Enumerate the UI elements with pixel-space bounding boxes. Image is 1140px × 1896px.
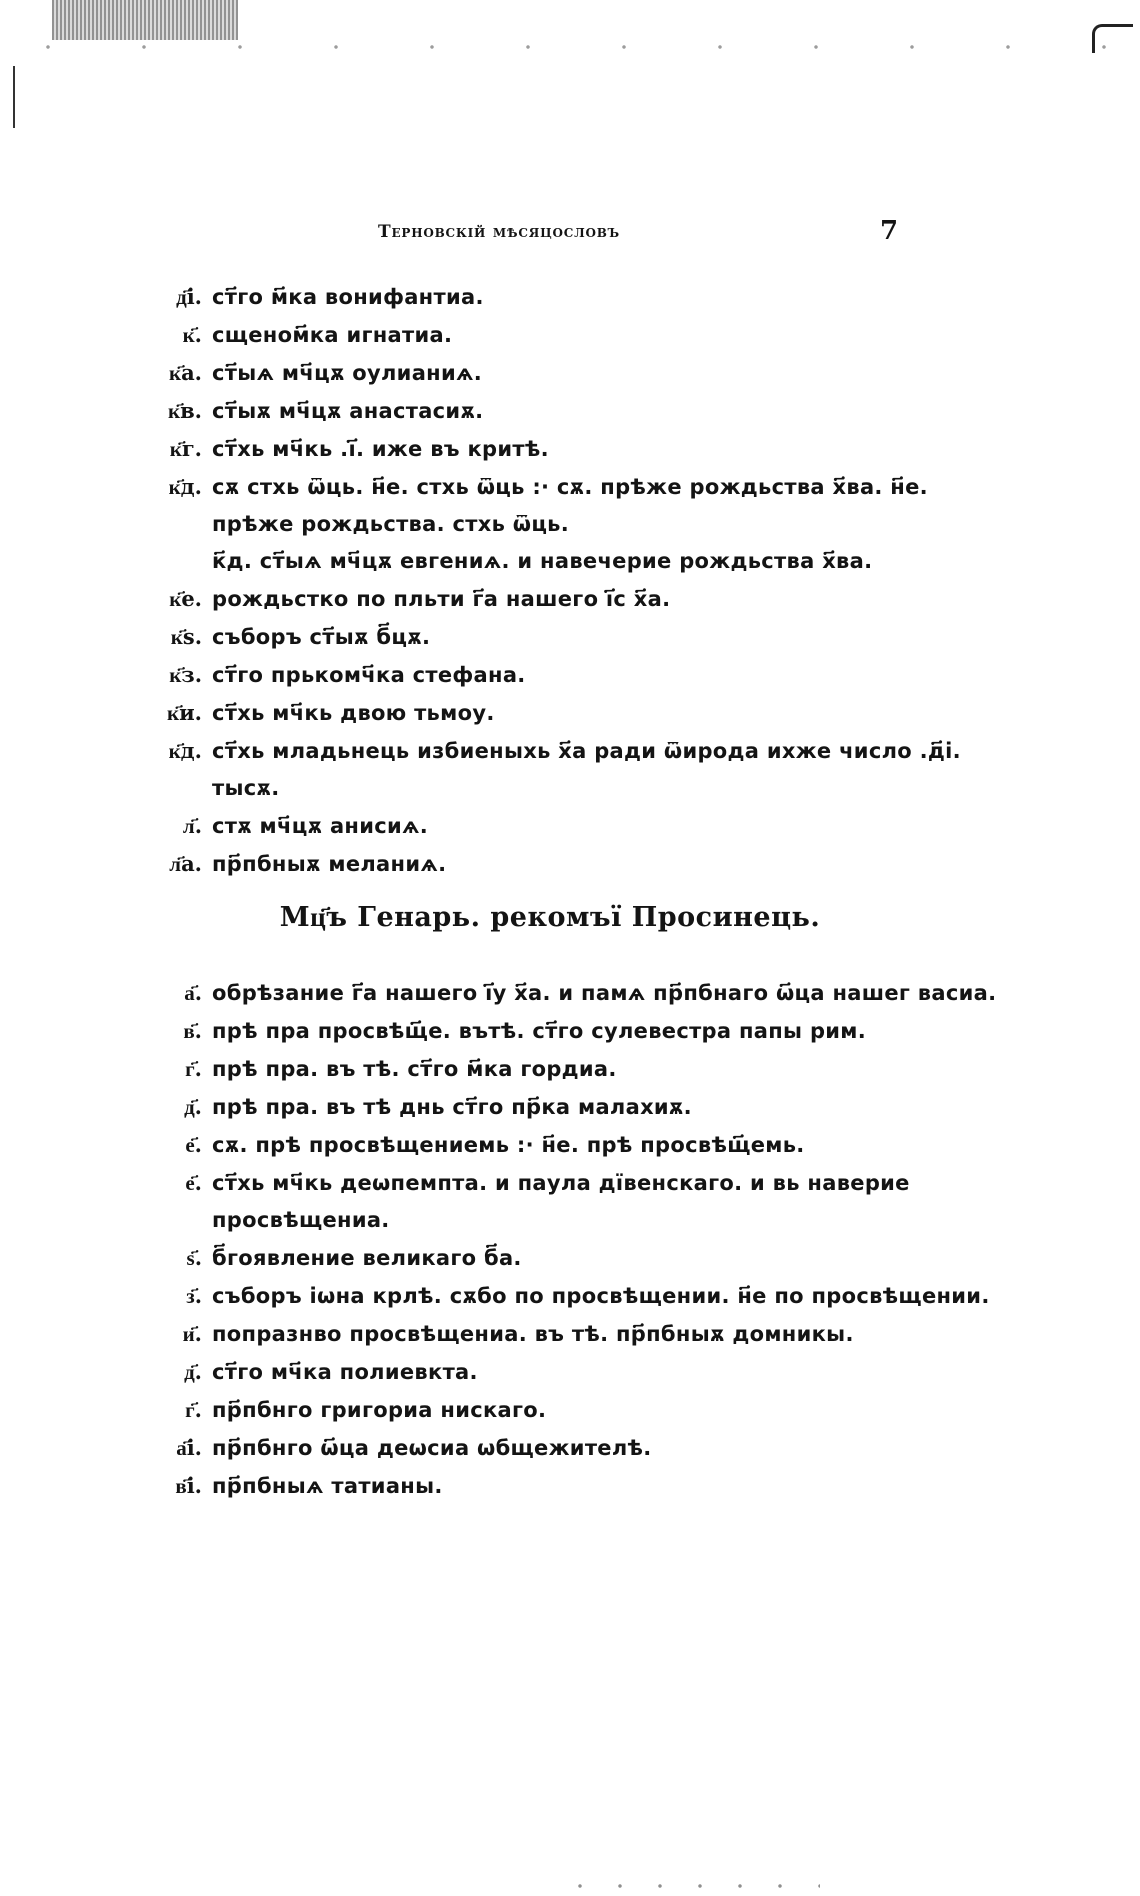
list-item (140, 543, 1000, 580)
list-item (140, 845, 1000, 883)
entry-text: пр҃пбныѫ меланиѧ. (212, 852, 447, 876)
day-number: к҃а. (168, 360, 202, 385)
entry-text: рождьстко по пльти г҃а нашего і҃с х҃а. (212, 587, 671, 611)
day-number: в҃і. (175, 1473, 202, 1498)
list-item (140, 316, 1000, 354)
day-number: д҃. (184, 1094, 202, 1119)
day-number: к҃д. (168, 738, 202, 763)
day-number: к҃г. (169, 436, 202, 461)
list-item (140, 1277, 1000, 1315)
entry-text: сѫ стхь ѿць. н҃е. стхь ѿць :· сѫ. прѣже рождьства х҃ва. н҃е. прѣже рождьства. стхь ѿць. (212, 475, 928, 536)
entry-text: пр҃пбныѧ татианы. (212, 1474, 443, 1498)
entry-text: прѣ пра просвѣщ҃е. вътѣ. ст҃го сулевестра папы рим. (212, 1019, 867, 1043)
day-number: к҃и. (167, 700, 202, 725)
list-item (140, 1429, 1000, 1467)
day-number: г҃. (185, 1056, 202, 1081)
entry-text: ст҃го мч҃ка полиевкта. (212, 1360, 478, 1384)
list-item (140, 656, 1000, 694)
day-number: д҃і. (176, 284, 202, 309)
entry-text: б҃гоявление великаго б҃а. (212, 1246, 522, 1270)
list-item (140, 1315, 1000, 1353)
list-item (140, 1126, 1000, 1164)
list-item (140, 807, 1000, 845)
day-number: к҃. (182, 322, 202, 347)
list-item (140, 580, 1000, 618)
entry-text: ст҃хь младьнець избиеныхь х҃а ради ѿирода ихже число .д҃і. тысѫ. (212, 739, 961, 800)
list-item (140, 392, 1000, 430)
entry-text: попразнво просвѣщениа. въ тѣ. пр҃пбныѫ домникы. (212, 1322, 854, 1346)
entry-text: к҃д. ст҃ыѧ мч҃цѫ евгениѧ. и навечерие рождьства х҃ва. (212, 549, 873, 573)
entry-text: обрѣзание г҃а нашего і҃у х҃а. и памѧ пр҃пбнаго ѡ҃ца нашег васиа. (212, 981, 997, 1005)
list-item (140, 1353, 1000, 1391)
day-number: к҃ѕ. (170, 624, 202, 649)
entry-text: ст҃го м҃ка вонифантиа. (212, 285, 484, 309)
scan-artifact-dots (0, 44, 1140, 50)
entry-text: стѫ мч҃цѫ анисиѧ. (212, 814, 429, 838)
entry-text: пр҃пбнго григориа нискаго. (212, 1398, 547, 1422)
day-number: ѕ҃. (186, 1245, 202, 1270)
list-item (140, 1012, 1000, 1050)
list-item (140, 1467, 1000, 1505)
day-number: к҃д. (168, 474, 202, 499)
day-number: к҃з. (169, 662, 202, 687)
day-number: а҃і. (176, 1435, 202, 1460)
january-entries (140, 974, 1000, 1505)
entry-text: ст҃хь мч҃кь деѡпемпта. и паула дївенскаго. и вь наверие просвѣщениа. (212, 1171, 910, 1232)
day-number: к҃е. (169, 586, 202, 611)
day-number: л҃а. (169, 851, 202, 876)
list-item (140, 354, 1000, 392)
list-item (140, 618, 1000, 656)
entry-text: ст҃ыѧ мч҃цѫ оулианиѧ. (212, 361, 483, 385)
scan-artifact-left-line (13, 66, 15, 128)
month-heading: Мц҃ъ Генарь. рекомъї Просинець. (279, 902, 821, 933)
running-title: Терновскій мѣсяцословъ (378, 222, 620, 242)
list-item (140, 1088, 1000, 1126)
list-item (140, 278, 1000, 316)
scan-artifact-bracket (1092, 24, 1133, 53)
list-item (140, 974, 1000, 1012)
entry-text: сѫ. прѣ просвѣщениемь :· н҃е. прѣ просвѣщ҃емь. (212, 1133, 805, 1157)
entry-text: сщеном҃ка игнатиа. (212, 323, 453, 347)
entry-text: ст҃ыѫ мч҃цѫ анастасиѫ. (212, 399, 484, 423)
list-item (140, 1050, 1000, 1088)
list-item (140, 1164, 1000, 1239)
day-number: в҃. (183, 1018, 202, 1043)
day-number: е҃. (185, 1170, 202, 1195)
entry-text: пр҃пбнго ѡ҃ца деѡсиа ѡбщежителѣ. (212, 1436, 652, 1460)
entry-text: съборъ іѡна крлѣ. сѫбо по просвѣщении. н҃е по просвѣщении. (212, 1284, 990, 1308)
list-item (140, 732, 1000, 807)
list-item (140, 430, 1000, 468)
entry-text: ст҃го прькомч҃ка стефана. (212, 663, 526, 687)
entry-text: съборъ ст҃ыѫ б҃цѫ. (212, 625, 431, 649)
day-number: д҃. (184, 1359, 202, 1384)
entry-text: прѣ пра. въ тѣ днь ст҃го пр҃ка малахиѫ. (212, 1095, 692, 1119)
day-number: и҃. (182, 1321, 202, 1346)
list-item (140, 694, 1000, 732)
day-number: к҃в. (167, 398, 202, 423)
page-number: 7 (880, 216, 899, 246)
list-item (140, 468, 1000, 543)
list-item (140, 1391, 1000, 1429)
scan-artifact-top-left (52, 0, 238, 40)
entry-text: прѣ пра. въ тѣ. ст҃го м҃ка гордиа. (212, 1057, 617, 1081)
day-number: г҃. (185, 1397, 202, 1422)
entry-text: ст҃хь мч҃кь двою тьмоу. (212, 701, 495, 725)
day-number: а҃. (184, 980, 202, 1005)
day-number: е҃. (185, 1132, 202, 1157)
entry-text: ст҃хь мч҃кь .і҃. иже въ критѣ. (212, 437, 549, 461)
day-number: з҃. (186, 1283, 202, 1308)
day-number: л҃. (182, 813, 202, 838)
december-entries (140, 278, 1000, 883)
list-item (140, 1239, 1000, 1277)
scan-artifact-bottom (560, 1884, 820, 1888)
